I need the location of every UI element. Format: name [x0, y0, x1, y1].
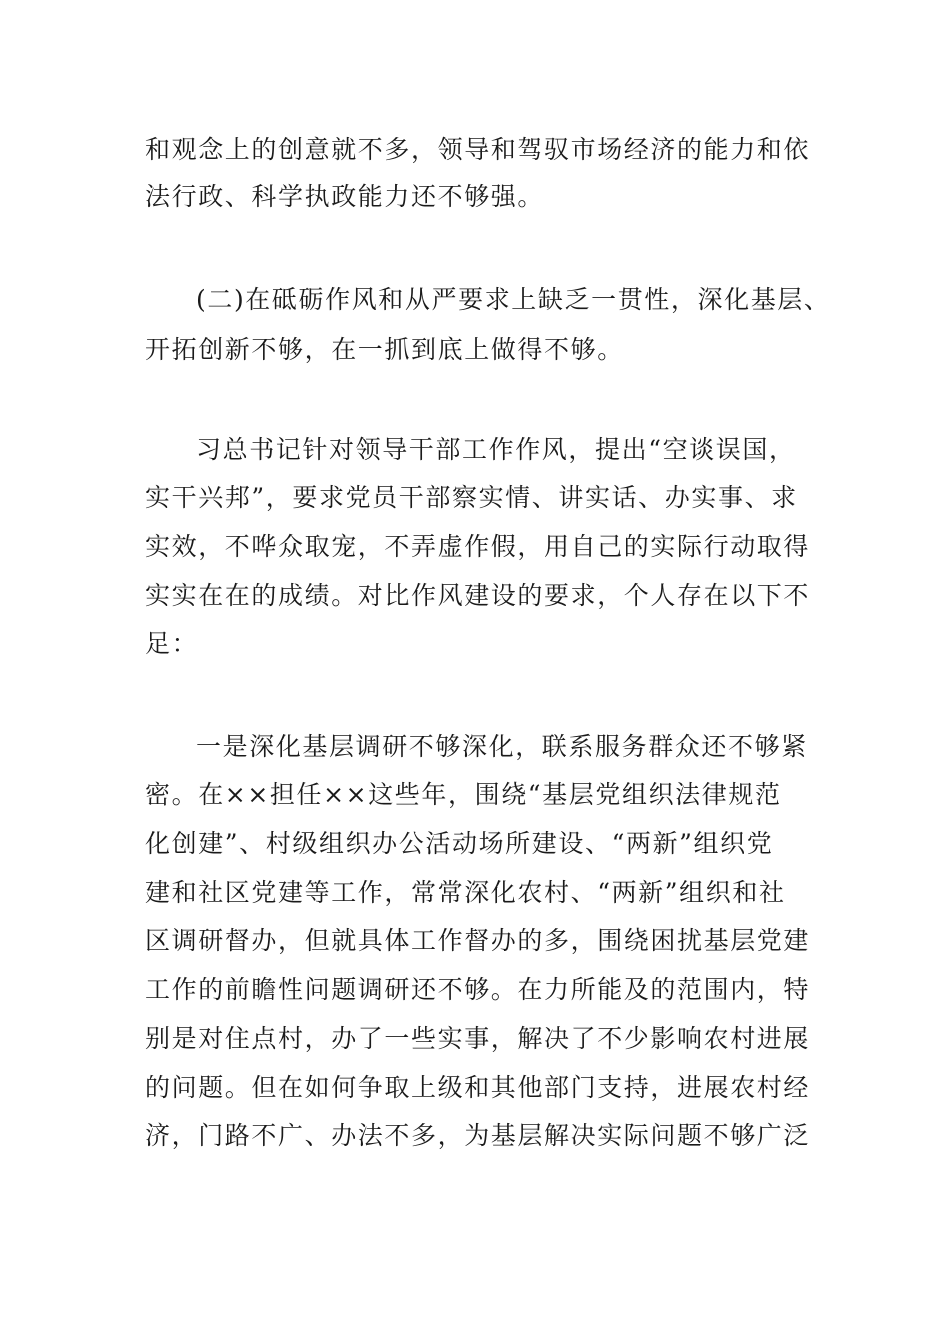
- text-line-5: 习总书记针对领导干部工作作风，提出“空谈误国，: [196, 435, 796, 464]
- section-heading-line-1: (二)在砥砺作风和从严要求上缺乏一贯性，深化基层、: [196, 285, 831, 314]
- text-line-9: 足：: [145, 629, 199, 658]
- text-line-14: 区调研督办，但就具体工作督办的多，围绕困扰基层党建: [145, 926, 811, 955]
- text-line-1: 和观念上的创意就不多，领导和驾驭市场经济的能力和依: [145, 135, 811, 164]
- text-line-16: 别是对住点村，办了一些实事，解决了不少影响农村进展: [145, 1024, 811, 1053]
- text-line-12: 化创建”、村级组织办公活动场所建设、“两新”组织党: [145, 829, 774, 858]
- text-line-11: 密。在××担任××这些年，围绕“基层党组织法律规范: [145, 780, 782, 809]
- text-line-18: 济，门路不广、办法不多，为基层解决实际问题不够广泛: [145, 1121, 811, 1150]
- text-line-13: 建和社区党建等工作，常常深化农村、“两新”组织和社: [145, 878, 786, 907]
- text-line-17: 的问题。但在如何争取上级和其他部门支持，进展农村经: [145, 1073, 811, 1102]
- text-line-7: 实效，不哗众取宠，不弄虚作假，用自己的实际行动取得: [145, 532, 811, 561]
- text-line-10: 一是深化基层调研不够深化，联系服务群众还不够紧: [196, 732, 808, 761]
- text-line-2: 法行政、科学执政能力还不够强。: [145, 182, 545, 211]
- section-heading-line-2: 开拓创新不够，在一抓到底上做得不够。: [145, 335, 624, 364]
- text-line-8: 实实在在的成绩。对比作风建设的要求，个人存在以下不: [145, 581, 811, 610]
- text-line-15: 工作的前瞻性问题调研还不够。在力所能及的范围内，特: [145, 975, 811, 1004]
- text-line-6: 实干兴邦”，要求党员干部察实情、讲实话、办实事、求: [145, 483, 798, 512]
